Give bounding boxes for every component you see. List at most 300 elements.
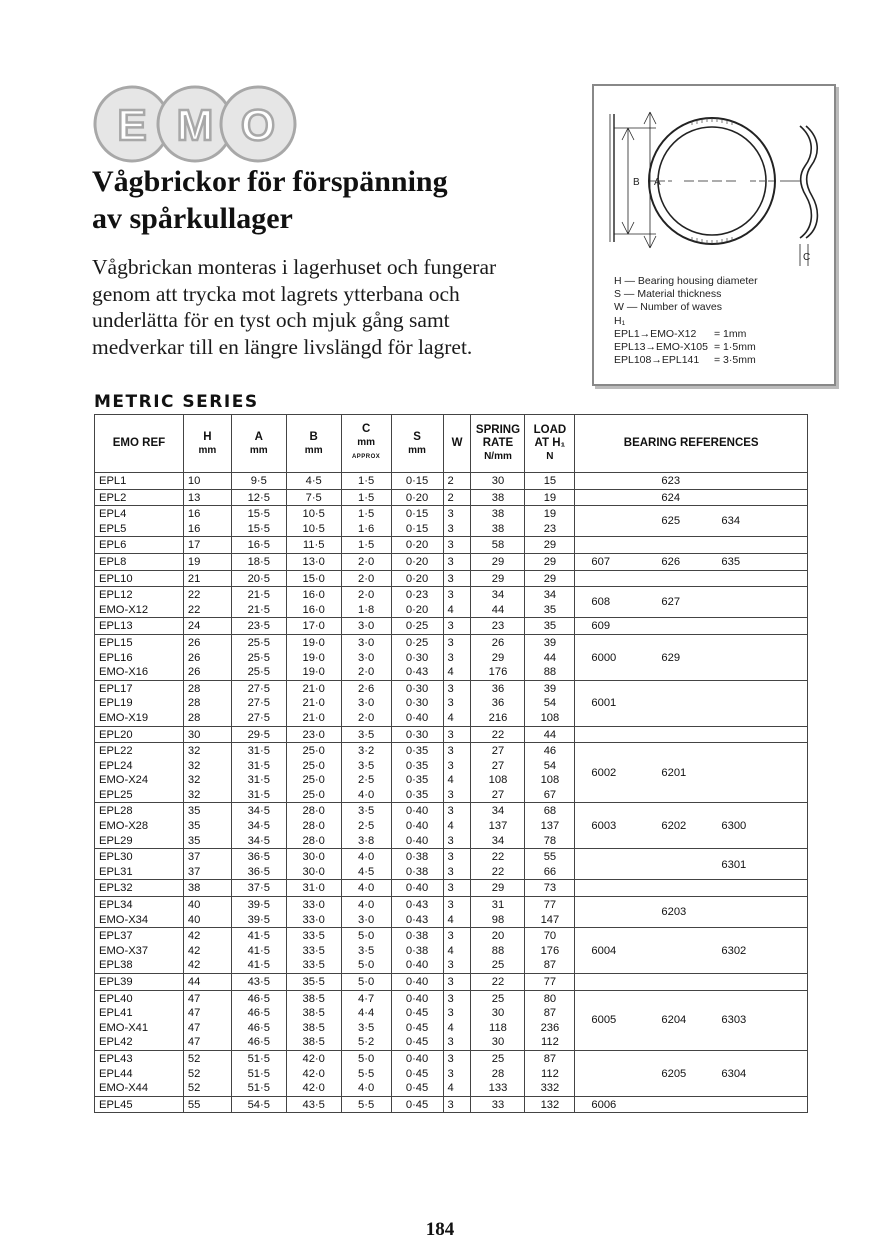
table-cell: 2·0 bbox=[341, 587, 391, 603]
table-cell: 3 bbox=[443, 1006, 471, 1021]
table-cell: 0·40 bbox=[391, 974, 443, 991]
table-cell: 29 bbox=[471, 651, 525, 666]
table-cell: 0·40 bbox=[391, 819, 443, 834]
bearing-reference: 6000 bbox=[591, 651, 617, 664]
bearing-references-cell bbox=[575, 553, 808, 570]
table-cell: EPL45 bbox=[95, 1096, 184, 1113]
table-cell: 87 bbox=[525, 1006, 575, 1021]
table-cell: 0·20 bbox=[391, 570, 443, 587]
table-cell: 38·5 bbox=[286, 1035, 341, 1050]
table-cell: 133 bbox=[471, 1081, 525, 1096]
table-cell: 3·0 bbox=[341, 651, 391, 666]
table-cell: 4·0 bbox=[341, 788, 391, 803]
table-cell: 23·0 bbox=[286, 726, 341, 743]
table-cell: 0·40 bbox=[391, 990, 443, 1006]
table-cell: 20·5 bbox=[231, 570, 286, 587]
table-cell: 0·25 bbox=[391, 634, 443, 650]
table-cell: 12·5 bbox=[231, 489, 286, 506]
table-cell: 4 bbox=[443, 1081, 471, 1096]
table-cell: 34·5 bbox=[231, 834, 286, 849]
metric-series-table bbox=[94, 414, 808, 1113]
table-cell: 4 bbox=[443, 711, 471, 726]
table-cell: 3 bbox=[443, 834, 471, 849]
table-cell: 0·30 bbox=[391, 680, 443, 696]
table-cell: 66 bbox=[525, 865, 575, 880]
table-cell: EPL12 bbox=[95, 587, 184, 603]
table-cell: 0·40 bbox=[391, 1050, 443, 1066]
table-cell: 4 bbox=[443, 773, 471, 788]
table-cell: 16 bbox=[183, 522, 231, 537]
table-cell: 25 bbox=[471, 990, 525, 1006]
bearing-reference: 635 bbox=[721, 555, 741, 568]
table-cell: 17 bbox=[183, 537, 231, 554]
table-row bbox=[95, 803, 808, 819]
table-cell: EPL15 bbox=[95, 634, 184, 650]
table-cell: 80 bbox=[525, 990, 575, 1006]
table-cell: 1·5 bbox=[341, 489, 391, 506]
table-cell: EPL5 bbox=[95, 522, 184, 537]
table-cell: 1·8 bbox=[341, 603, 391, 618]
bearing-references-cell bbox=[575, 974, 808, 991]
table-cell: 29 bbox=[471, 570, 525, 587]
table-cell: 40 bbox=[183, 897, 231, 913]
table-cell: 0·43 bbox=[391, 913, 443, 928]
table-cell: 31·5 bbox=[231, 773, 286, 788]
dimension-legend bbox=[614, 275, 758, 367]
table-cell: 41·5 bbox=[231, 928, 286, 944]
table-cell: 16·5 bbox=[231, 537, 286, 554]
table-cell: 0·30 bbox=[391, 696, 443, 711]
table-cell: 0·30 bbox=[391, 726, 443, 743]
table-cell: 33·0 bbox=[286, 897, 341, 913]
bearing-reference: 6203 bbox=[661, 906, 687, 919]
table-cell: 5·5 bbox=[341, 1096, 391, 1113]
table-cell: 52 bbox=[183, 1081, 231, 1096]
title-line-1: Vågbrickor för förspänning bbox=[92, 165, 448, 198]
bearing-references-cell bbox=[575, 473, 808, 490]
table-cell: 20 bbox=[471, 928, 525, 944]
table-cell: 3 bbox=[443, 553, 471, 570]
bearing-reference: 6303 bbox=[721, 1014, 747, 1027]
table-cell: 4 bbox=[443, 944, 471, 959]
table-cell: 28·0 bbox=[286, 803, 341, 819]
table-cell: 39·5 bbox=[231, 897, 286, 913]
table-cell: 21·5 bbox=[231, 603, 286, 618]
table-cell: 5·0 bbox=[341, 928, 391, 944]
table-cell: 21·5 bbox=[231, 587, 286, 603]
bearing-references-cell bbox=[575, 1050, 808, 1096]
table-row bbox=[95, 587, 808, 603]
table-cell: 38 bbox=[183, 880, 231, 897]
bearing-reference: 6002 bbox=[591, 766, 617, 779]
table-cell: 22 bbox=[471, 849, 525, 865]
table-cell: 0·38 bbox=[391, 944, 443, 959]
table-cell: 36·5 bbox=[231, 865, 286, 880]
table-cell: 31·0 bbox=[286, 880, 341, 897]
table-cell: 25·0 bbox=[286, 773, 341, 788]
table-cell: EPL2 bbox=[95, 489, 184, 506]
table-cell: 42·0 bbox=[286, 1067, 341, 1082]
bearing-reference: 6001 bbox=[591, 697, 617, 710]
table-cell: 0·15 bbox=[391, 522, 443, 537]
table-cell: 3·5 bbox=[341, 759, 391, 774]
table-cell: 54 bbox=[525, 696, 575, 711]
table-cell: 3 bbox=[443, 537, 471, 554]
table-cell: 31·5 bbox=[231, 788, 286, 803]
table-cell: 28·0 bbox=[286, 834, 341, 849]
legend-key: H — Bearing housing diameter bbox=[614, 275, 758, 287]
table-cell: 0·38 bbox=[391, 928, 443, 944]
table-cell: 176 bbox=[525, 944, 575, 959]
label-a: A bbox=[654, 177, 661, 188]
table-cell: 0·40 bbox=[391, 803, 443, 819]
table-cell: 29·5 bbox=[231, 726, 286, 743]
table-cell: 33·5 bbox=[286, 928, 341, 944]
table-cell: EPL41 bbox=[95, 1006, 184, 1021]
table-cell: 0·15 bbox=[391, 506, 443, 522]
table-cell: 236 bbox=[525, 1021, 575, 1036]
table-cell: 176 bbox=[471, 665, 525, 680]
table-cell: 3·0 bbox=[341, 618, 391, 635]
table-cell: 3 bbox=[443, 928, 471, 944]
table-cell: 15·0 bbox=[286, 570, 341, 587]
page-title bbox=[92, 163, 448, 237]
table-cell: 5·2 bbox=[341, 1035, 391, 1050]
table-cell: 34 bbox=[471, 834, 525, 849]
table-cell: 13·0 bbox=[286, 553, 341, 570]
table-cell: 25·5 bbox=[231, 634, 286, 650]
table-cell: 4·5 bbox=[341, 865, 391, 880]
table-cell: 3 bbox=[443, 1067, 471, 1082]
bearing-references-cell bbox=[575, 928, 808, 974]
table-row bbox=[95, 743, 808, 759]
table-cell: 46·5 bbox=[231, 990, 286, 1006]
table-cell: 0·45 bbox=[391, 1021, 443, 1036]
table-cell: 34 bbox=[525, 587, 575, 603]
bearing-reference: 6006 bbox=[591, 1098, 617, 1111]
table-cell: 36 bbox=[471, 696, 525, 711]
table-cell: 3 bbox=[443, 570, 471, 587]
table-cell: 55 bbox=[525, 849, 575, 865]
table-cell: 42 bbox=[183, 944, 231, 959]
legend-key: S — Material thickness bbox=[614, 288, 722, 301]
table-cell: 37 bbox=[183, 865, 231, 880]
table-cell: 35·5 bbox=[286, 974, 341, 991]
table-cell: 77 bbox=[525, 897, 575, 913]
table-cell: 38 bbox=[471, 506, 525, 522]
table-row bbox=[95, 974, 808, 991]
table-cell: 3 bbox=[443, 1050, 471, 1066]
table-cell: 3 bbox=[443, 506, 471, 522]
table-cell: 1·6 bbox=[341, 522, 391, 537]
table-cell: 4·5 bbox=[286, 473, 341, 490]
col-header-c: C mm APPROX bbox=[341, 415, 391, 473]
table-cell: 24 bbox=[183, 618, 231, 635]
table-cell: 0·40 bbox=[391, 880, 443, 897]
table-cell: 30 bbox=[471, 1006, 525, 1021]
bearing-reference: 626 bbox=[661, 555, 681, 568]
table-cell: EMO-X28 bbox=[95, 819, 184, 834]
series-title: METRIC SERIES bbox=[94, 392, 259, 412]
table-cell: 30 bbox=[183, 726, 231, 743]
table-cell: 33·0 bbox=[286, 913, 341, 928]
table-body bbox=[95, 473, 808, 1113]
table-cell: 35 bbox=[525, 618, 575, 635]
table-cell: 25·5 bbox=[231, 665, 286, 680]
table-cell: 26 bbox=[183, 651, 231, 666]
table-cell: 3 bbox=[443, 958, 471, 973]
table-row bbox=[95, 880, 808, 897]
col-header-spring-rate: SPRING RATE N/mm bbox=[471, 415, 525, 473]
table-cell: 11·5 bbox=[286, 537, 341, 554]
table-cell: 1·5 bbox=[341, 473, 391, 490]
table-cell: 51·5 bbox=[231, 1067, 286, 1082]
table-row bbox=[95, 680, 808, 696]
table-cell: EMO-X44 bbox=[95, 1081, 184, 1096]
table-cell: 10·5 bbox=[286, 522, 341, 537]
legend-value: = 3·5mm bbox=[714, 354, 756, 367]
table-cell: 137 bbox=[525, 819, 575, 834]
table-row bbox=[95, 489, 808, 506]
table-cell: 1·5 bbox=[341, 506, 391, 522]
table-row bbox=[95, 537, 808, 554]
table-row bbox=[95, 1096, 808, 1113]
bearing-reference: 6302 bbox=[721, 944, 747, 957]
table-cell: 0·20 bbox=[391, 489, 443, 506]
table-cell: 25 bbox=[471, 958, 525, 973]
table-cell: EMO-X37 bbox=[95, 944, 184, 959]
table-cell: 2·0 bbox=[341, 553, 391, 570]
table-cell: EMO-X12 bbox=[95, 603, 184, 618]
table-cell: 3·2 bbox=[341, 743, 391, 759]
table-cell: 88 bbox=[525, 665, 575, 680]
table-cell: 46·5 bbox=[231, 1035, 286, 1050]
table-cell: 112 bbox=[525, 1035, 575, 1050]
table-cell: 32 bbox=[183, 759, 231, 774]
table-cell: 30 bbox=[471, 1035, 525, 1050]
table-cell: 47 bbox=[183, 1006, 231, 1021]
table-cell: 4·7 bbox=[341, 990, 391, 1006]
bearing-reference: 6005 bbox=[591, 1014, 617, 1027]
bearing-reference: 607 bbox=[591, 555, 611, 568]
table-cell: 87 bbox=[525, 958, 575, 973]
table-cell: 42 bbox=[183, 928, 231, 944]
table-cell: 35 bbox=[183, 834, 231, 849]
table-row bbox=[95, 553, 808, 570]
table-cell: EPL13 bbox=[95, 618, 184, 635]
table-cell: 51·5 bbox=[231, 1081, 286, 1096]
table-cell: 27 bbox=[471, 759, 525, 774]
bearing-references-cell bbox=[575, 743, 808, 803]
table-cell: 41·5 bbox=[231, 944, 286, 959]
table-cell: 3 bbox=[443, 897, 471, 913]
bearing-references-cell bbox=[575, 849, 808, 880]
col-header-bearing-references: BEARING REFERENCES bbox=[575, 415, 808, 473]
bearing-reference: 6301 bbox=[721, 858, 747, 871]
table-cell: 39·5 bbox=[231, 913, 286, 928]
table-cell: 7·5 bbox=[286, 489, 341, 506]
table-cell: 67 bbox=[525, 788, 575, 803]
legend-row bbox=[614, 341, 758, 354]
table-cell: EPL31 bbox=[95, 865, 184, 880]
table-cell: 21·0 bbox=[286, 680, 341, 696]
table-cell: EPL16 bbox=[95, 651, 184, 666]
table-cell: 78 bbox=[525, 834, 575, 849]
table-cell: 3·5 bbox=[341, 944, 391, 959]
table-cell: EMO-X34 bbox=[95, 913, 184, 928]
bearing-reference: 6304 bbox=[721, 1067, 747, 1080]
table-cell: 0·20 bbox=[391, 537, 443, 554]
table-cell: EPL44 bbox=[95, 1067, 184, 1082]
table-cell: 31·5 bbox=[231, 743, 286, 759]
table-cell: 27 bbox=[471, 743, 525, 759]
table-cell: EPL42 bbox=[95, 1035, 184, 1050]
table-cell: 3·0 bbox=[341, 634, 391, 650]
table-row bbox=[95, 897, 808, 913]
label-b: B bbox=[633, 177, 640, 188]
legend-key: W — Number of waves bbox=[614, 301, 722, 314]
table-cell: 36 bbox=[471, 680, 525, 696]
table-cell: 35 bbox=[525, 603, 575, 618]
table-cell: 22 bbox=[183, 603, 231, 618]
table-cell: 0·43 bbox=[391, 665, 443, 680]
col-header-load: LOAD AT H₁ N bbox=[525, 415, 575, 473]
table-cell: 47 bbox=[183, 990, 231, 1006]
table-cell: 21·0 bbox=[286, 711, 341, 726]
table-cell: EPL32 bbox=[95, 880, 184, 897]
table-cell: EPL24 bbox=[95, 759, 184, 774]
table-cell: EPL25 bbox=[95, 788, 184, 803]
table-cell: 2 bbox=[443, 489, 471, 506]
col-header-h: H mm bbox=[183, 415, 231, 473]
table-cell: 32 bbox=[183, 788, 231, 803]
bearing-reference: 6003 bbox=[591, 820, 617, 833]
table-cell: 9·5 bbox=[231, 473, 286, 490]
table-cell: 30 bbox=[471, 473, 525, 490]
table-cell: 25 bbox=[471, 1050, 525, 1066]
legend-value: = 1mm bbox=[714, 327, 747, 340]
table-cell: 44 bbox=[525, 726, 575, 743]
bearing-references-cell bbox=[575, 1096, 808, 1113]
table-cell: 77 bbox=[525, 974, 575, 991]
table-cell: 31·5 bbox=[231, 759, 286, 774]
table-cell: 38·5 bbox=[286, 1021, 341, 1036]
table-cell: 87 bbox=[525, 1050, 575, 1066]
table-cell: 3 bbox=[443, 788, 471, 803]
table-cell: EPL28 bbox=[95, 803, 184, 819]
table-cell: 3 bbox=[443, 849, 471, 865]
logo-letter-e: E bbox=[117, 101, 147, 150]
bearing-reference: 6205 bbox=[661, 1067, 687, 1080]
title-line-2: av spårkullager bbox=[92, 202, 293, 235]
table-cell: EPL40 bbox=[95, 990, 184, 1006]
table-cell: 37 bbox=[183, 849, 231, 865]
table-cell: 19 bbox=[525, 489, 575, 506]
table-cell: EPL29 bbox=[95, 834, 184, 849]
table-cell: 147 bbox=[525, 913, 575, 928]
table-cell: 33·5 bbox=[286, 944, 341, 959]
table-cell: 42·0 bbox=[286, 1050, 341, 1066]
table-cell: 2·5 bbox=[341, 819, 391, 834]
table-cell: 28 bbox=[471, 1067, 525, 1082]
table-cell: 3 bbox=[443, 680, 471, 696]
table-cell: 29 bbox=[525, 537, 575, 554]
table-cell: 4·0 bbox=[341, 897, 391, 913]
table-cell: 108 bbox=[525, 773, 575, 788]
table-cell: 54 bbox=[525, 759, 575, 774]
table-cell: 3 bbox=[443, 1035, 471, 1050]
table-cell: 23 bbox=[471, 618, 525, 635]
table-cell: 25·0 bbox=[286, 743, 341, 759]
intro-line: medverkar till en längre livslängd för lagret. bbox=[92, 334, 473, 359]
table-cell: 0·45 bbox=[391, 1006, 443, 1021]
table-cell: 43·5 bbox=[231, 974, 286, 991]
table-cell: 55 bbox=[183, 1096, 231, 1113]
dimension-figure bbox=[592, 84, 836, 386]
bearing-references-cell bbox=[575, 680, 808, 726]
table-cell: 4·0 bbox=[341, 849, 391, 865]
table-cell: EPL34 bbox=[95, 897, 184, 913]
table-cell: 23 bbox=[525, 522, 575, 537]
bearing-reference: 625 bbox=[661, 515, 681, 528]
table-cell: EPL39 bbox=[95, 974, 184, 991]
col-header-emo-ref: EMO REF bbox=[95, 415, 184, 473]
bearing-reference: 6201 bbox=[661, 766, 687, 779]
table-cell: 36·5 bbox=[231, 849, 286, 865]
col-header-s: S mm bbox=[391, 415, 443, 473]
intro-line: underlätta för en tyst och mjuk gång samt bbox=[92, 308, 450, 332]
table-cell: 15·5 bbox=[231, 522, 286, 537]
table-row bbox=[95, 506, 808, 522]
bearing-reference: 6004 bbox=[591, 944, 617, 957]
table-cell: 46·5 bbox=[231, 1021, 286, 1036]
table-cell: 0·35 bbox=[391, 743, 443, 759]
table-cell: 112 bbox=[525, 1067, 575, 1082]
table-cell: 3 bbox=[443, 726, 471, 743]
bearing-references-cell bbox=[575, 489, 808, 506]
table-cell: 46 bbox=[525, 743, 575, 759]
table-cell: 26 bbox=[183, 665, 231, 680]
table-cell: 0·43 bbox=[391, 897, 443, 913]
table-cell: 0·35 bbox=[391, 759, 443, 774]
table-cell: 3·5 bbox=[341, 1021, 391, 1036]
table-cell: 41·5 bbox=[231, 958, 286, 973]
table-cell: 38·5 bbox=[286, 1006, 341, 1021]
table-row bbox=[95, 726, 808, 743]
legend-row bbox=[614, 328, 758, 341]
table-cell: 21·0 bbox=[286, 696, 341, 711]
table-cell: 3 bbox=[443, 880, 471, 897]
table-cell: 34 bbox=[471, 803, 525, 819]
bearing-reference: 609 bbox=[591, 620, 611, 633]
table-cell: 52 bbox=[183, 1050, 231, 1066]
table-cell: 29 bbox=[525, 553, 575, 570]
table-cell: 52 bbox=[183, 1067, 231, 1082]
table-cell: 2·0 bbox=[341, 570, 391, 587]
table-cell: EPL1 bbox=[95, 473, 184, 490]
page-number: 184 bbox=[425, 1219, 455, 1240]
table-cell: 0·40 bbox=[391, 834, 443, 849]
table-cell: 26 bbox=[471, 634, 525, 650]
logo-letter-m: M bbox=[176, 101, 214, 150]
table-cell: 4 bbox=[443, 913, 471, 928]
table-cell: 47 bbox=[183, 1035, 231, 1050]
bearing-references-cell bbox=[575, 803, 808, 849]
table-cell: 51·5 bbox=[231, 1050, 286, 1066]
bearing-reference: 608 bbox=[591, 596, 611, 609]
table-cell: 25·5 bbox=[231, 651, 286, 666]
legend-key: H₁ bbox=[614, 314, 626, 327]
